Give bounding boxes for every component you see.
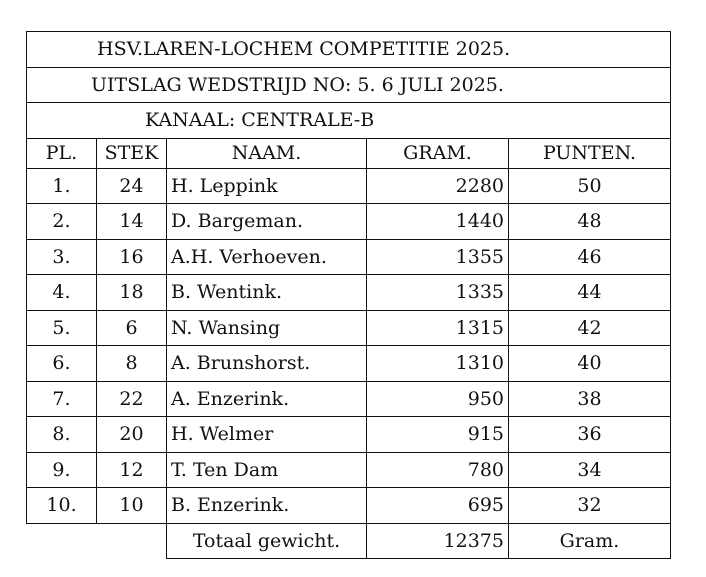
place-cell: 6. <box>27 346 97 382</box>
name-cell: N. Wansing <box>167 310 367 346</box>
place-cell: 5. <box>27 310 97 346</box>
gram-cell: 950 <box>367 381 509 417</box>
name-cell: H. Leppink <box>167 168 367 204</box>
points-cell: 38 <box>509 381 671 417</box>
points-cell: 32 <box>509 488 671 524</box>
results-table <box>26 31 671 559</box>
table-row <box>27 204 671 240</box>
table-row <box>27 488 671 524</box>
competition-title: HSV.LAREN-LOCHEM COMPETITIE 2025. <box>27 32 671 68</box>
col-header-punten: PUNTEN. <box>509 138 671 168</box>
stek-cell: 20 <box>97 417 167 453</box>
name-cell: H. Welmer <box>167 417 367 453</box>
name-cell: A.H. Verhoeven. <box>167 239 367 275</box>
col-header-naam: NAAM. <box>167 138 367 168</box>
table-row <box>27 275 671 311</box>
gram-cell: 1335 <box>367 275 509 311</box>
stek-cell: 18 <box>97 275 167 311</box>
canal-title: KANAAL: CENTRALE-B <box>27 103 671 139</box>
total-value: 12375 <box>367 523 509 559</box>
name-cell: A. Brunshorst. <box>167 346 367 382</box>
gram-cell: 695 <box>367 488 509 524</box>
header-row <box>27 138 671 168</box>
stek-cell: 14 <box>97 204 167 240</box>
gram-cell: 915 <box>367 417 509 453</box>
gram-cell: 1315 <box>367 310 509 346</box>
total-spacer <box>27 523 167 559</box>
gram-cell: 1440 <box>367 204 509 240</box>
stek-cell: 16 <box>97 239 167 275</box>
name-cell: B. Enzerink. <box>167 488 367 524</box>
stek-cell: 24 <box>97 168 167 204</box>
place-cell: 3. <box>27 239 97 275</box>
points-cell: 42 <box>509 310 671 346</box>
stek-cell: 22 <box>97 381 167 417</box>
place-cell: 7. <box>27 381 97 417</box>
table-row <box>27 452 671 488</box>
points-cell: 36 <box>509 417 671 453</box>
col-header-gram: GRAM. <box>367 138 509 168</box>
points-cell: 48 <box>509 204 671 240</box>
place-cell: 1. <box>27 168 97 204</box>
name-cell: B. Wentink. <box>167 275 367 311</box>
name-cell: D. Bargeman. <box>167 204 367 240</box>
col-header-stek: STEK <box>97 138 167 168</box>
total-unit: Gram. <box>509 523 671 559</box>
name-cell: A. Enzerink. <box>167 381 367 417</box>
name-cell: T. Ten Dam <box>167 452 367 488</box>
results-sheet <box>26 31 671 559</box>
stek-cell: 12 <box>97 452 167 488</box>
points-cell: 50 <box>509 168 671 204</box>
match-title: UITSLAG WEDSTRIJD NO: 5. 6 JULI 2025. <box>27 67 671 103</box>
col-header-pl: PL. <box>27 138 97 168</box>
points-cell: 34 <box>509 452 671 488</box>
stek-cell: 6 <box>97 310 167 346</box>
place-cell: 4. <box>27 275 97 311</box>
table-row <box>27 381 671 417</box>
place-cell: 8. <box>27 417 97 453</box>
gram-cell: 1310 <box>367 346 509 382</box>
points-cell: 44 <box>509 275 671 311</box>
stek-cell: 8 <box>97 346 167 382</box>
points-cell: 46 <box>509 239 671 275</box>
gram-cell: 780 <box>367 452 509 488</box>
total-row <box>27 523 671 559</box>
place-cell: 10. <box>27 488 97 524</box>
table-row <box>27 168 671 204</box>
place-cell: 9. <box>27 452 97 488</box>
table-row <box>27 310 671 346</box>
table-row <box>27 417 671 453</box>
gram-cell: 2280 <box>367 168 509 204</box>
table-row <box>27 239 671 275</box>
table-row <box>27 346 671 382</box>
total-label: Totaal gewicht. <box>167 523 367 559</box>
points-cell: 40 <box>509 346 671 382</box>
gram-cell: 1355 <box>367 239 509 275</box>
stek-cell: 10 <box>97 488 167 524</box>
place-cell: 2. <box>27 204 97 240</box>
